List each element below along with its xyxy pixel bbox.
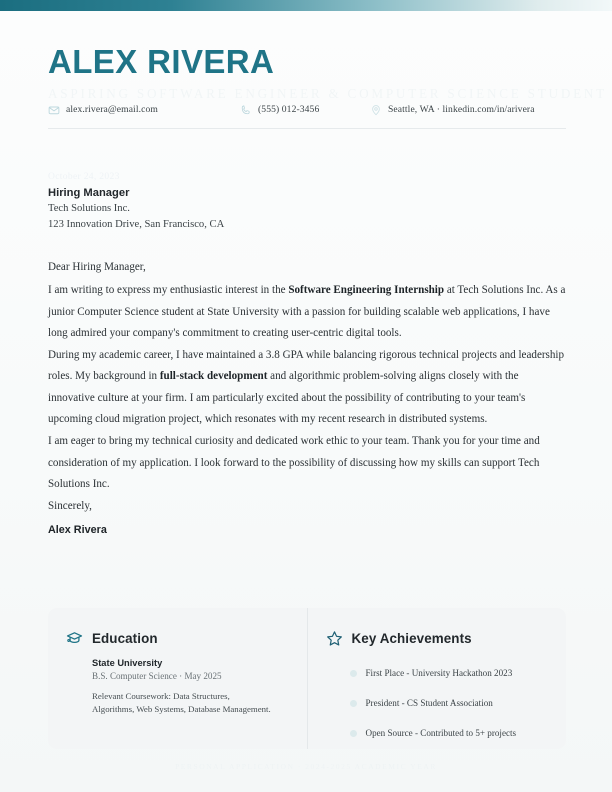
paragraph-2 <box>48 345 566 430</box>
achievements-title: Key Achievements <box>351 631 472 646</box>
contact-phone-text: (555) 012-3456 <box>258 104 320 116</box>
recipient-block <box>48 171 566 233</box>
education-degree: B.S. Computer Science · May 2025 <box>92 671 222 681</box>
recipient-address: 123 Innovation Drive, San Francisco, CA <box>48 219 225 231</box>
education-title: Education <box>92 631 158 646</box>
bullet-dot-icon <box>350 670 357 677</box>
contact-phone[interactable] <box>240 104 370 116</box>
paragraph-2-part-2: and algorithmic problem-solving aligns closely with the innovative culture at your firm. I am particularly excited about the possibility of contributing to your team's upcoming cloud migration project, which resonates with my recent research in distributed systems. <box>48 370 526 426</box>
letter-body <box>48 257 566 540</box>
recipient-name: Hiring Manager <box>48 187 130 199</box>
contact-location[interactable] <box>370 104 535 116</box>
education-details <box>66 658 289 716</box>
paragraph-2-part-1: During my academic career, I have maintained a 3.8 GPA while balancing rigorous technical projects and leadership roles. My background in <box>48 349 565 383</box>
document-page <box>0 11 612 792</box>
list-item <box>350 688 549 718</box>
achievement-text: Open Source - Contributed to 5+ projects <box>365 728 517 738</box>
education-heading <box>66 630 289 647</box>
envelope-icon <box>48 104 60 116</box>
paragraph-1 <box>48 280 566 344</box>
contact-email-text: alex.rivera@email.com <box>66 104 158 116</box>
education-section <box>48 608 308 749</box>
paragraph-2-emphasis: full-stack development <box>159 370 268 383</box>
signature: Alex Rivera <box>48 523 107 536</box>
footer-watermark: PERSONAL APPLICATION · 2024-2025 ACADEMIC YEAR <box>175 762 437 771</box>
graduation-cap-icon <box>66 630 83 647</box>
letter-header <box>48 43 607 129</box>
salutation: Dear Hiring Manager, <box>48 261 146 273</box>
letter-date: October 24, 2023 <box>48 171 120 182</box>
star-icon <box>326 630 343 647</box>
recipient-company: Tech Solutions Inc. <box>48 203 130 215</box>
phone-icon <box>240 104 252 116</box>
education-school: State University <box>92 658 163 668</box>
achievements-list <box>326 658 549 748</box>
paragraph-1-emphasis: Software Engineering Internship <box>288 284 445 297</box>
header-divider <box>48 128 566 129</box>
paragraph-1-part-1: I am writing to express my enthusiastic interest in the <box>48 284 289 297</box>
achievements-section <box>308 608 567 749</box>
education-coursework: Relevant Coursework: Data Structures, Algorithms, Web Systems, Database Management. <box>92 691 271 714</box>
header-subtitle: ASPIRING SOFTWARE ENGINEER & COMPUTER SCIENCE STUDENT <box>48 85 607 101</box>
contact-row <box>48 104 566 116</box>
header-accent-bar <box>0 0 612 11</box>
achievement-text: President - CS Student Association <box>365 698 493 708</box>
paragraph-3: I am eager to bring my technical curiosity and dedicated work ethic to your team. Thank you for your time and consideration of my application. I look forward to the possibility of discussing how my skills can support Tech Solutions Inc. <box>48 435 540 490</box>
list-item <box>350 718 549 748</box>
paragraph-1-part-2: at Tech Solutions Inc. As a junior Computer Science student at State University with a passion for building scalable web applications, I have long admired your company's commitment to creating user-centric digital tools. <box>48 284 566 339</box>
achievement-text: First Place - University Hackathon 2023 <box>365 668 513 678</box>
sign-off: Sincerely, <box>48 500 92 513</box>
bullet-dot-icon <box>350 730 357 737</box>
bullet-dot-icon <box>350 700 357 707</box>
highlights-panel <box>48 608 566 749</box>
contact-email[interactable] <box>48 104 240 116</box>
location-pin-icon <box>370 104 382 116</box>
contact-location-text: Seattle, WA · linkedin.com/in/arivera <box>388 104 535 116</box>
achievements-heading <box>326 630 549 647</box>
list-item <box>350 658 549 688</box>
page-title: ALEX RIVERA <box>48 43 275 80</box>
